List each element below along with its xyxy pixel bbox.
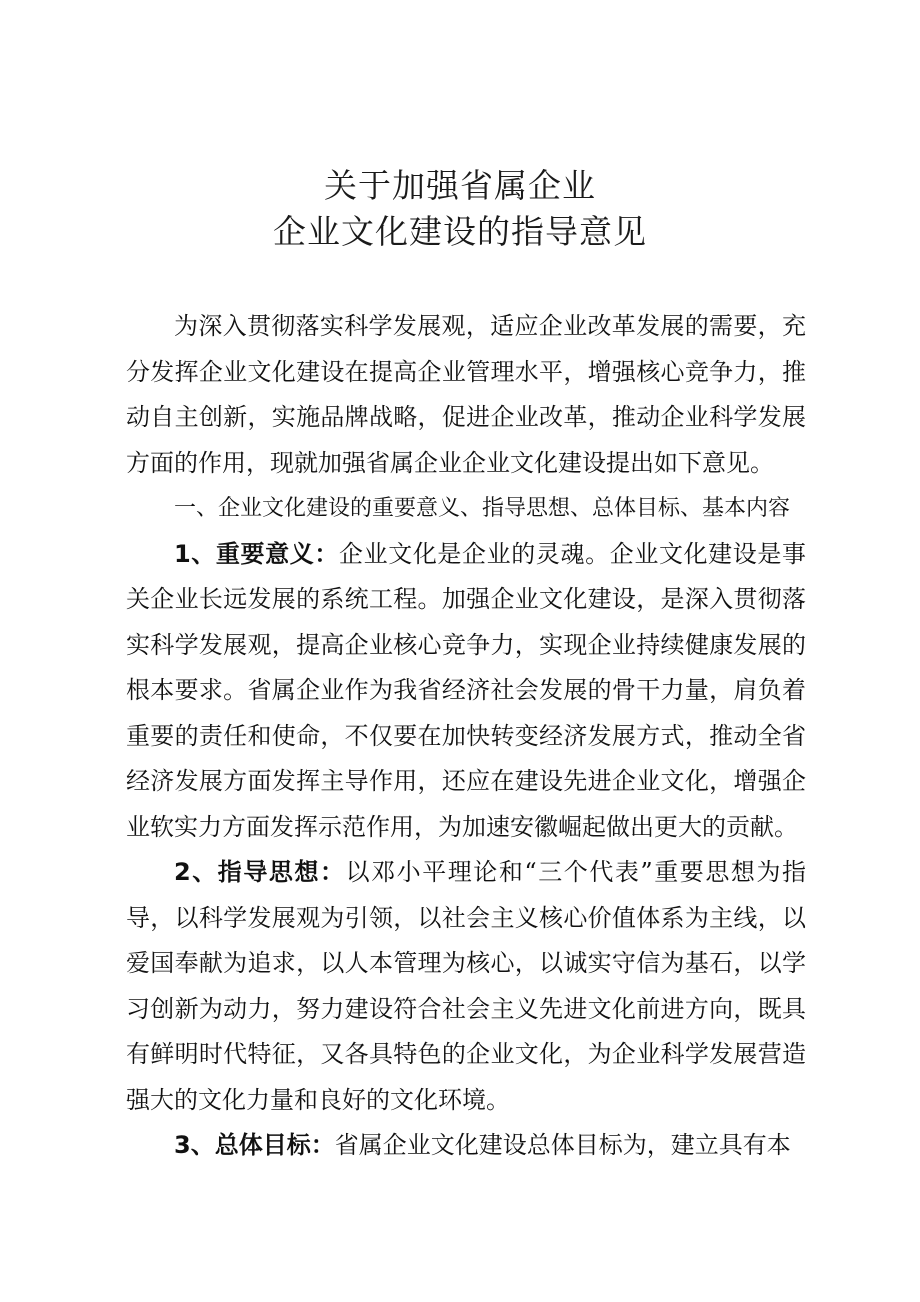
document-title-line-2: 企业文化建设的指导意见 xyxy=(273,212,647,251)
item-guiding-ideology xyxy=(126,850,806,1123)
item-lead: 2、指导思想： xyxy=(174,858,346,886)
section-heading: 一、企业文化建设的重要意义、指导思想、总体目标、基本内容 xyxy=(174,496,791,521)
item-significance xyxy=(126,532,806,851)
item-overall-goal xyxy=(126,1123,806,1169)
item-lead: 1、重要意义： xyxy=(174,539,339,568)
item-lead: 3、总体目标： xyxy=(174,1131,335,1159)
item-text: 企业文化是企业的灵魂。企业文化建设是事关企业长远发展的系统工程。加强企业文化建设，是深入贯彻落实科学发展观，提高企业核心竞争力，实现企业持续健康发展的根本要求。省属企业作为我省经济社会发展的骨干力量，肩负着重要的责任和使命，不仅要在加快转变经济发展方式，推动全省经济发展方面发挥主导作用，还应在建设先进企业文化，增强企业软实力方面发挥示范作用，为加速安徽崛起做出更大的贡献。 xyxy=(126,539,806,841)
item-text: 省属企业文化建设总体目标为，建立具有本 xyxy=(334,1131,791,1159)
item-text: 以邓小平理论和“三个代表”重要思想为指导，以科学发展观为引领，以社会主义核心价值体系为主线，以爱国奉献为追求，以人本管理为核心，以诚实守信为基石，以学习创新为动力，努力建设符合社会主义先进文化前进方向，既具有鲜明时代特征，又各具特色的企业文化，为企业科学发展营造强大的文化力量和良好的文化环境。 xyxy=(126,858,807,1114)
document-title-line-1: 关于加强省属企业 xyxy=(324,166,596,205)
intro-paragraph: 为深入贯彻落实科学发展观，适应企业改革发展的需要，充分发挥企业文化建设在提高企业管理水平，增强核心竞争力，推动自主创新，实施品牌战略，促进企业改革，推动企业科学发展方面的作用，现就加强省属企业企业文化建设提出如下意见。 xyxy=(126,312,806,477)
document-body xyxy=(126,304,806,1169)
